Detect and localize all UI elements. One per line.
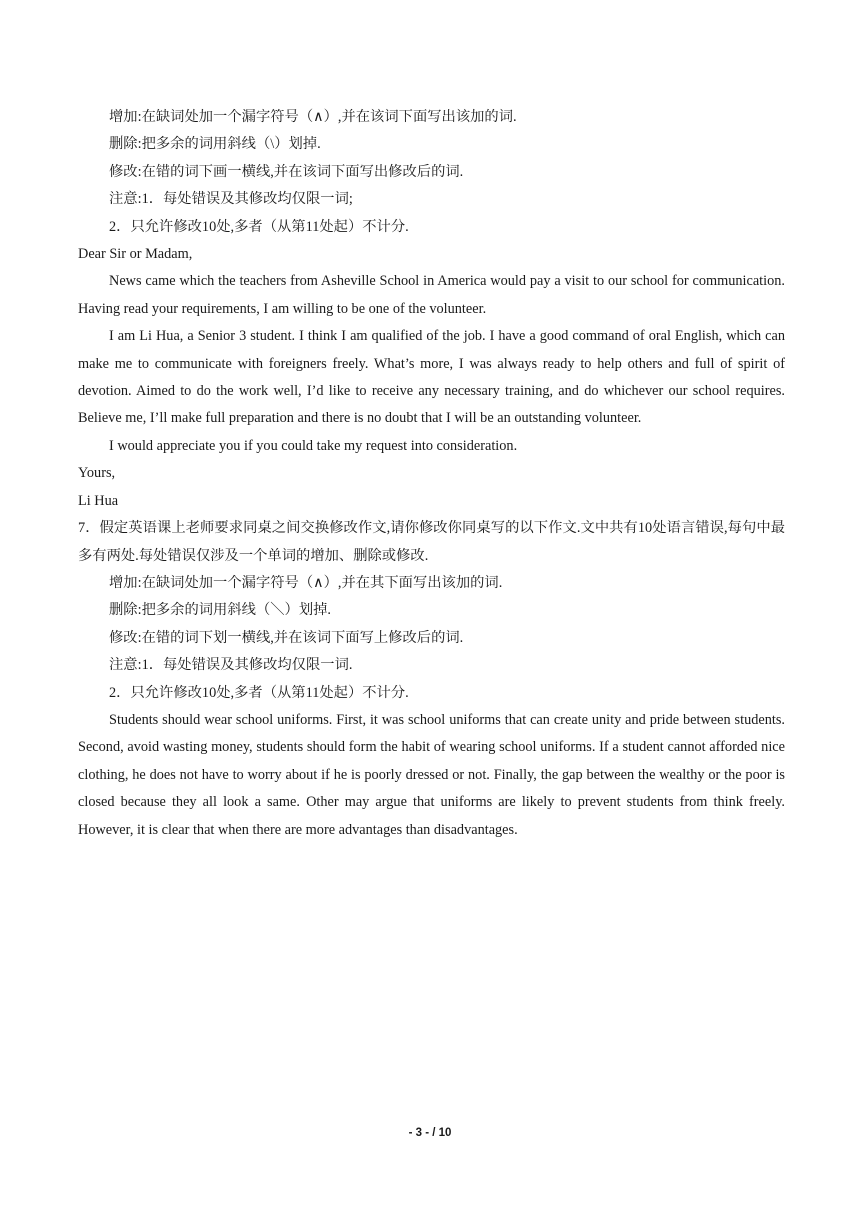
instruction-modify: 修改:在错的词下画一横线,并在该词下面写出修改后的词. [109, 163, 464, 180]
page-content [78, 104, 785, 844]
q7-instruction-delete: 删除:把多余的词用斜线（＼）划掉. [109, 602, 331, 619]
instruction-add: 增加:在缺词处加一个漏字符号（∧）,并在该词下面写出该加的词. [109, 109, 517, 125]
q7-essay: Students should wear school uniforms. First, it was school uniforms that can create unity and pride between students. Second, avoid wasting money, students should form the habit of wearing school uniforms. If a student cannot afforded nice clothing, he does not have to worry about if he is poorly dressed or not. Finally, the gap between the wealthy or the poor is closed because they all look a same. Other may argue that uniforms are likely to prevent students from think freely. However, it is clear that when there are more advantages than disadvantages. [78, 711, 785, 838]
q7-instruction-note-2: 2．只允许修改10处,多者（从第11处起）不计分. [109, 684, 409, 701]
q7-instruction-modify: 修改:在错的词下划一横线,并在该词下面写上修改后的词. [109, 629, 464, 646]
instruction-delete: 删除:把多余的词用斜线（\）划掉. [109, 136, 321, 153]
letter-paragraph-2: I am Li Hua, a Senior 3 student. I think I am qualified of the job. I have a good command of oral English, which can make me to communicate with foreigners freely. What’s more, I was always ready to help others and full of spirit of devotion. Aimed to do the work well, I’d like to receive any necessary training, and do whichever our school requires. Believe me, I’ll make full preparation and there is no doubt that I will be an outstanding volunteer. [78, 328, 785, 427]
instruction-note-2: 2．只允许修改10处,多者（从第11处起）不计分. [109, 218, 409, 235]
instruction-note-1: 注意:1．每处错误及其修改均仅限一词; [109, 191, 353, 208]
letter-salutation: Dear Sir or Madam, [78, 246, 193, 263]
letter-closing: Yours, [78, 465, 116, 482]
letter-signature: Li Hua [78, 492, 119, 509]
letter-paragraph-3: I would appreciate you if you could take my request into consideration. [109, 437, 518, 454]
letter-paragraph-1: News came which the teachers from Asheville School in America would pay a visit to our school for communication. Having read your requirements, I am willing to be one of the volunteer. [78, 273, 785, 317]
page-number: - 3 - / 10 [408, 1127, 452, 1139]
q7-instruction-add: 增加:在缺词处加一个漏字符号（∧）,并在其下面写出该加的词. [109, 574, 503, 591]
q7-instruction-note-1: 注意:1．每处错误及其修改均仅限一词. [109, 657, 353, 674]
question-7-prompt: 7．假定英语课上老师要求同桌之间交换修改作文,请你修改你同桌写的以下作文.文中共有10处语言错误,每句中最多有两处.每处错误仅涉及一个单词的增加、删除或修改. [78, 520, 785, 564]
